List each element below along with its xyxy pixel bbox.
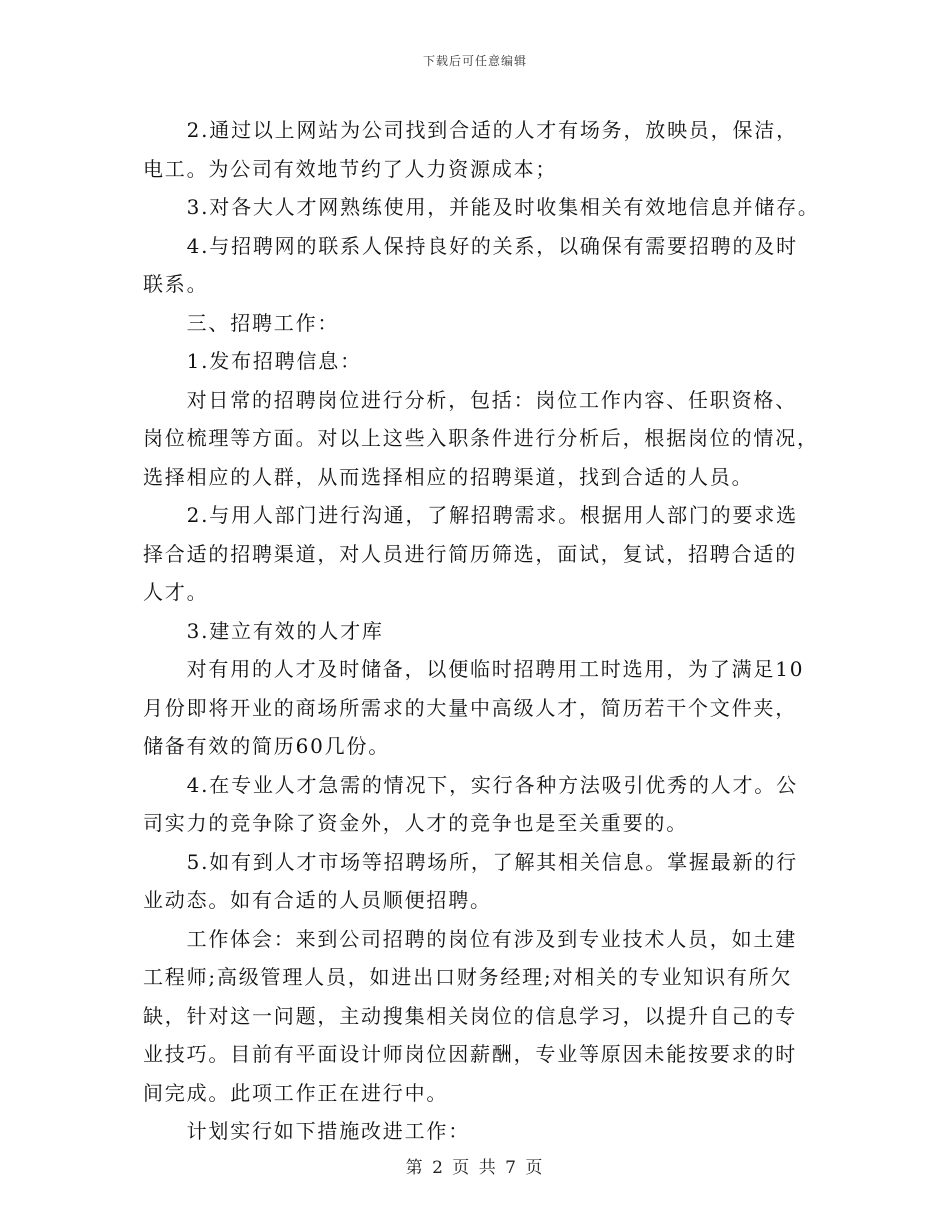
text-line: 4.与招聘网的联系人保持良好的关系，以确保有需要招聘的及时	[143, 233, 798, 258]
text-line: 1.发布招聘信息：	[143, 349, 362, 373]
text-line: 人才。	[143, 580, 209, 604]
text-line: 2.通过以上网站为公司找到合适的人才有场务，放映员，保洁，	[143, 118, 798, 142]
text-line: 业动态。如有合适的人员顺便招聘。	[143, 888, 492, 912]
text-line: 工作体会：来到公司招聘的岗位有涉及到专业技术人员，如土建	[143, 926, 797, 951]
page-number-footer: 第 2 页 共 7 页	[405, 1158, 545, 1178]
text-line: 月份即将开业的商场所需求的大量中高级人才，简历若干个文件夹，	[143, 695, 797, 720]
section-heading: 三、招聘工作：	[143, 310, 340, 335]
page-header: 下载后可任意编辑	[422, 54, 527, 68]
text-line: 间完成。此项工作正在进行中。	[143, 1080, 449, 1105]
text-line: 缺，针对这一问题，主动搜集相关岗位的信息学习，以提升自己的专	[143, 1003, 797, 1028]
text-line: 选择相应的人群，从而选择相应的招聘渠道，找到合适的人员。	[143, 464, 754, 489]
text-line: 储备有效的简历60几份。	[143, 734, 391, 758]
text-line: 业技巧。目前有平面设计师岗位因薪酬，专业等原因未能按要求的时	[143, 1042, 797, 1066]
text-line: 电工。为公司有效地节约了人力资源成本；	[143, 156, 558, 181]
text-line: 联系。	[143, 272, 209, 296]
text-line: 5.如有到人才市场等招聘场所，了解其相关信息。掌握最新的行	[143, 849, 798, 874]
text-line: 3.对各大人才网熟练使用，并能及时收集相关有效地信息并储存。	[143, 195, 820, 219]
text-line: 对日常的招聘岗位进行分析，包括：岗位工作内容、任职资格、	[143, 387, 797, 412]
text-line: 计划实行如下措施改进工作：	[143, 1119, 470, 1143]
text-line: 择合适的招聘渠道，对人员进行简历筛选，面试，复试，招聘合适的	[143, 541, 797, 566]
text-line: 工程师;高级管理人员，如进出口财务经理;对相关的专业知识有所欠	[143, 965, 793, 989]
text-line: 司实力的竞争除了资金外，人才的竞争也是至关重要的。	[143, 811, 688, 835]
text-line: 3.建立有效的人才库	[143, 618, 384, 643]
document-body	[143, 111, 820, 1151]
text-line: 4.在专业人才急需的情况下，实行各种方法吸引优秀的人才。公	[143, 772, 798, 797]
text-line: 岗位梳理等方面。对以上这些入职条件进行分析后，根据岗位的情况，	[143, 426, 819, 450]
text-line: 2.与用人部门进行沟通，了解招聘需求。根据用人部门的要求选	[143, 503, 798, 527]
text-line: 对有用的人才及时储备，以便临时招聘用工时选用，为了满足10	[143, 657, 805, 681]
